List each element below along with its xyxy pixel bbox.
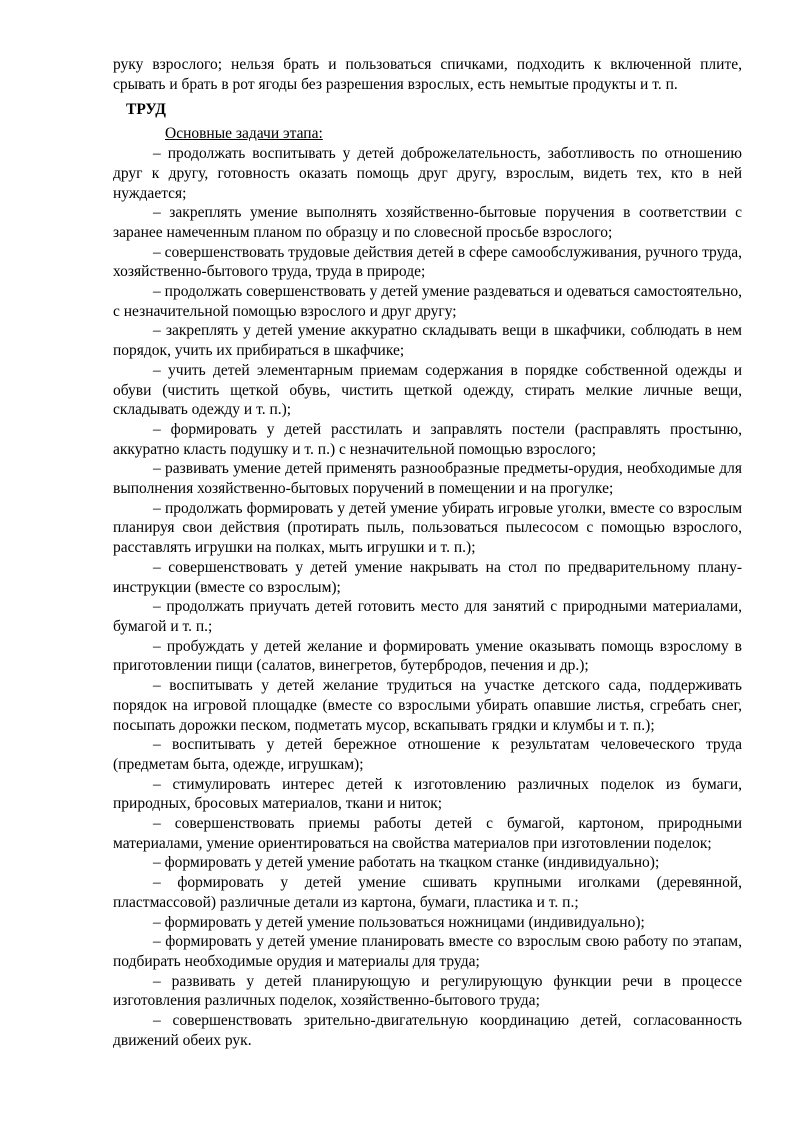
tasks-subheading: Основные задачи этапа: <box>165 125 323 143</box>
list-item: – совершенствовать у детей умение накрывать на стол по предварительному плану-инструкции (вместе со взрослым); <box>113 558 742 596</box>
list-item: – пробуждать у детей желание и формировать умение оказывать помощь взрослому в приготовлении пищи (салатов, винегретов, бутербродов, печения и др.); <box>113 637 742 675</box>
list-item: – закреплять умение выполнять хозяйственно-бытовые поручения в соответствии с заранее намеченным планом по образцу и по словесной просьбе взрослого; <box>113 204 742 241</box>
list-item: – учить детей элементарным приемам содержания в порядке собственной одежды и обуви (чистить щеткой обувь, чистить щеткой одежду, стирать мелкие личные вещи, складывать одежду и т. п.); <box>113 361 742 419</box>
list-item: – совершенствовать зрительно-двигательную координацию детей, согласованность движений обеих рук. <box>113 1012 742 1049</box>
list-item: – воспитывать у детей желание трудиться на участке детского сада, поддерживать порядок на игровой площадке (вместе со взрослыми убирать опавшие листья, сгребать снег, посыпать дорожки песком, подметать мусор, вскапывать грядки и клумбы и т. п.); <box>113 677 742 734</box>
list-item: – формировать у детей умение планировать вместе со взрослым свою работу по этапам, подбирать необходимые орудия и материалы для труда; <box>113 933 742 970</box>
list-item: – формировать у детей умение работать на ткацком станке (индивидуально); <box>153 854 660 872</box>
list-item: – совершенствовать трудовые действия детей в сфере самообслуживания, ручного труда, хозяйственно-бытового труда, труда в природе; <box>113 243 742 281</box>
section-title: ТРУД <box>126 101 166 119</box>
list-item: – продолжать совершенствовать у детей умение раздеваться и одеваться самостоятельно, с незначительной помощью взрослого и друг другу; <box>113 283 742 320</box>
list-item: – закреплять у детей умение аккуратно складывать вещи в шкафчики, соблюдать в нем порядок, учить их прибираться в шкафчике; <box>113 322 742 360</box>
list-item: – формировать у детей расстилать и заправлять постели (расправлять простыню, аккуратно класть подушку и т. п.) с незначительной помощью взрослого; <box>113 420 742 458</box>
list-item: – развивать умение детей применять разнообразные предметы-орудия, необходимые для выполнения хозяйственно-бытовых поручений в помещении и на прогулке; <box>113 460 742 498</box>
intro-paragraph: руку взрослого; нельзя брать и пользоваться спичками, подходить к включенной плите, срывать и брать в рот ягоды без разрешения взрослых, есть немытые продукты и т. п. <box>113 56 742 93</box>
list-item: – совершенствовать приемы работы детей с бумагой, картоном, природными материалами, умение ориентироваться на свойства материалов при изготовлении поделок; <box>113 815 742 852</box>
task-list <box>113 144 742 1050</box>
list-item: – продолжать приучать детей готовить место для занятий с природными материалами, бумагой и т. п.; <box>113 598 742 635</box>
list-item: – формировать у детей умение пользоваться ножницами (индивидуально); <box>153 913 645 931</box>
list-item: – формировать у детей умение сшивать крупными иголками (деревянной, пластмассовой) различные детали из картона, бумаги, пластика и т. п.; <box>113 874 742 911</box>
list-item: – продолжать воспитывать у детей доброжелательность, заботливость по отношению друг к другу, готовность оказать помощь друг другу, взрослым, видеть тех, кто в ней нуждается; <box>113 145 742 202</box>
list-item: – продолжать формировать у детей умение убирать игровые уголки, вместе со взрослым планируя свои действия (протирать пыль, пользоваться пылесосом с помощью взрослого, расставлять игрушки на полках, мыть игрушки и т. п.); <box>113 499 742 557</box>
list-item: – стимулировать интерес детей к изготовлению различных поделок из бумаги, природных, бросовых материалов, ткани и ниток; <box>113 775 742 813</box>
list-item: – воспитывать у детей бережное отношение к результатам человеческого труда (предметам быта, одежде, игрушкам); <box>113 736 742 773</box>
list-item: – развивать у детей планирующую и регулирующую функции речи в процессе изготовления различных поделок, хозяйственно-бытового труда; <box>113 972 742 1010</box>
